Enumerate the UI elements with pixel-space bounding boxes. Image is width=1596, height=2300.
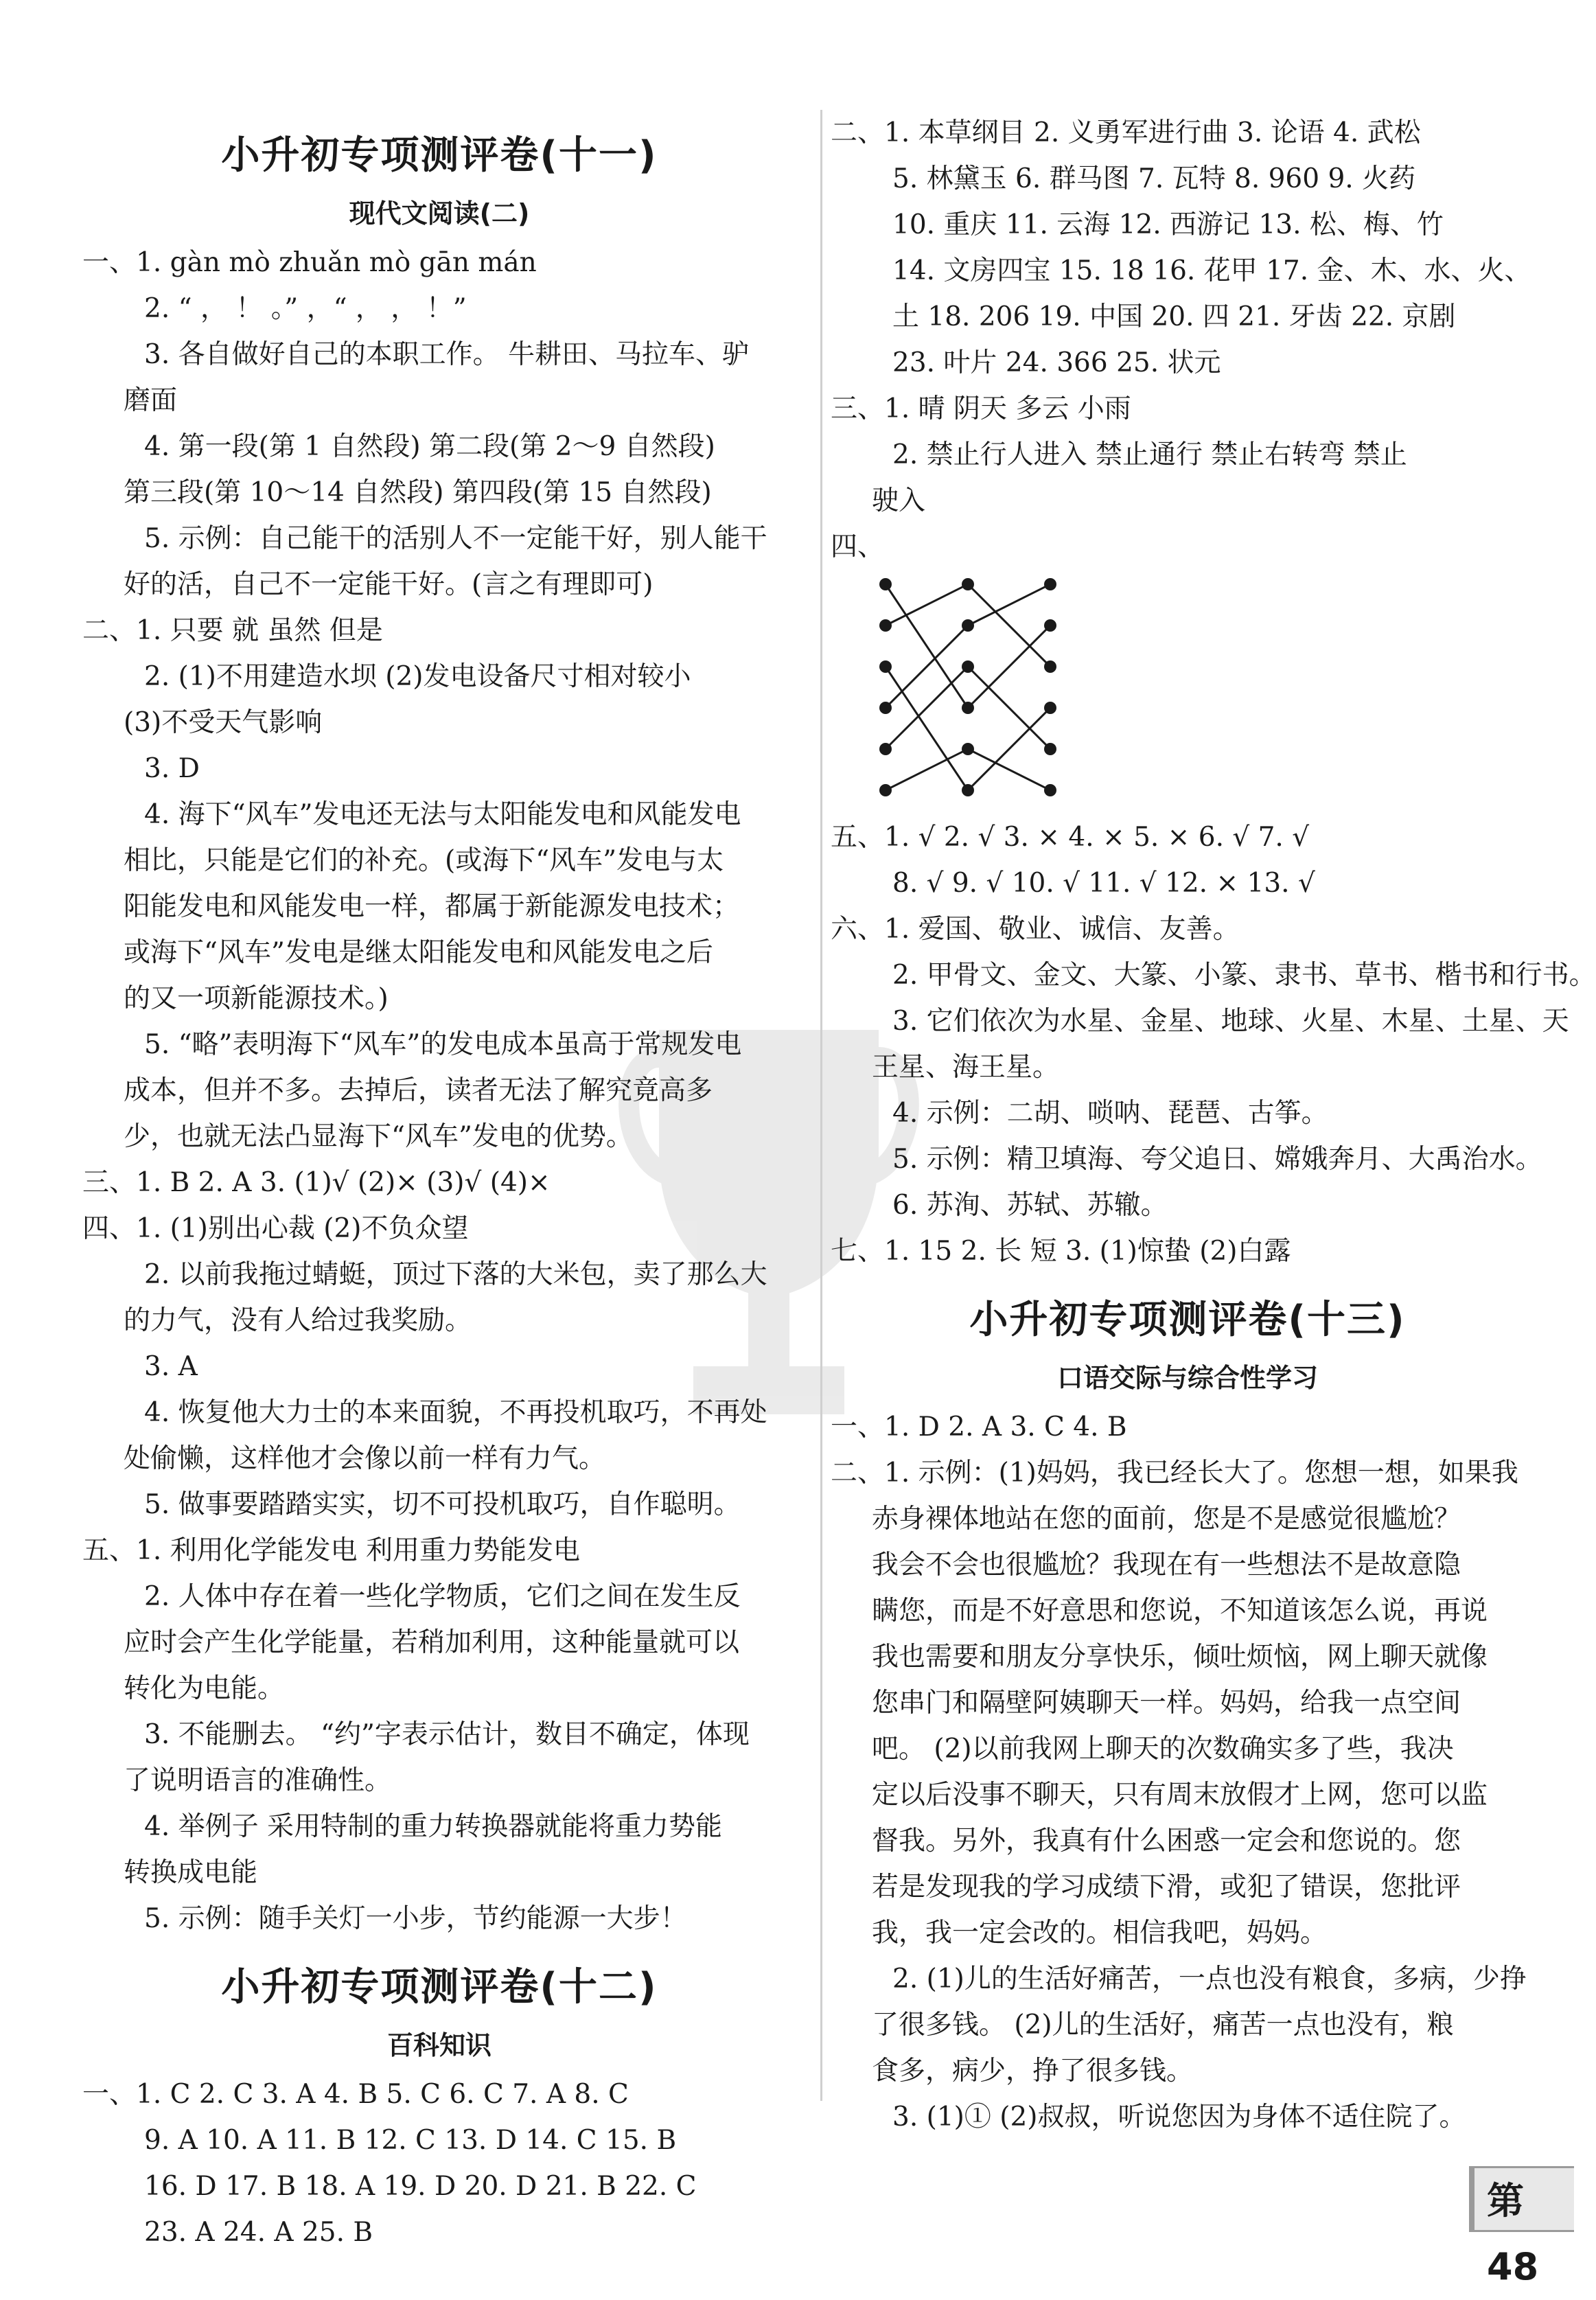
answer-line: 3. 它们依次为水星、金星、地球、火星、木星、土星、天 — [892, 1006, 1569, 1037]
answer-line: 驶入 — [872, 485, 926, 516]
answer-line: 督我。另外，我真有什么困惑一定会和您说的。您 — [872, 1826, 1461, 1856]
answer-line: 16. D 17. B 18. A 19. D 20. D 21. B 22. C — [144, 2171, 697, 2202]
match-line — [886, 667, 968, 749]
answer-line: 五、1. 利用化学能发电 利用重力势能发电 — [82, 1535, 581, 1566]
match-line — [886, 584, 968, 625]
match-dot — [879, 578, 892, 590]
match-line — [886, 625, 968, 708]
answer-line: 3. (1)① (2)叔叔，听说您因为身体不适住院了。 — [892, 2102, 1466, 2132]
answer-line: 我，我一定会改的。相信我吧，妈妈。 — [872, 1918, 1328, 1948]
answer-line: 五、1. √ 2. √ 3. × 4. × 5. × 6. √ 7. √ — [831, 822, 1310, 853]
match-dot — [1044, 660, 1056, 673]
answer-line: 的又一项新能源技术。) — [124, 983, 389, 1014]
answer-line: 若是发现我的学习成绩下滑，或犯了错误，您批评 — [872, 1872, 1461, 1902]
answer-line: 4. 恢复他大力士的本来面貌，不再投机取巧，不再处 — [144, 1397, 767, 1428]
match-dot — [1044, 784, 1056, 796]
answer-line: 处偷懒，这样他才会像以前一样有力气。 — [124, 1443, 606, 1474]
answer-line: 王星、海王星。 — [872, 1052, 1060, 1083]
match-dot — [879, 660, 892, 673]
answer-line: 4. 举例子 采用特制的重力转换器就能将重力势能 — [144, 1811, 723, 1842]
matching-diagram — [872, 574, 1078, 807]
answer-line: 定以后没事不聊天，只有周末放假才上网，您可以监 — [872, 1780, 1488, 1810]
answer-line: 3. 各自做好自己的本职工作。 牛耕田、马拉车、驴 — [144, 339, 750, 370]
column-divider — [820, 110, 822, 2101]
answer-line: 2. (1)儿的生活好痛苦，一点也没有粮食，多病，少挣 — [892, 1964, 1527, 1994]
answer-line: 二、1. 示例：(1)妈妈，我已经长大了。您想一想，如果我 — [831, 1458, 1518, 1488]
answer-line: 2. (1)不用建造水坝 (2)发电设备尺寸相对较小 — [144, 661, 691, 692]
section-title: 小升初专项测评卷(十二) — [221, 1965, 658, 2010]
match-dot — [962, 784, 974, 796]
match-dot — [962, 578, 974, 590]
section-subtitle: 百科知识 — [386, 2030, 491, 2060]
answer-line: 14. 文房四宝 15. 18 16. 花甲 17. 金、木、水、火、 — [892, 255, 1531, 286]
answer-line: 我也需要和朋友分享快乐，倾吐烦恼，网上聊天就像 — [872, 1642, 1488, 1672]
answer-line: 3. D — [144, 753, 200, 784]
answer-line: 5. “略”表明海下“风车”的发电成本虽高于常规发电 — [144, 1029, 742, 1060]
answer-line: 2. 以前我拖过蜻蜓，顶过下落的大米包，卖了那么大 — [144, 1259, 767, 1290]
answer-line: 第三段(第 10～14 自然段) 第四段(第 15 自然段) — [124, 477, 712, 508]
answer-line: 一、1. D 2. A 3. C 4. B — [831, 1412, 1127, 1442]
answer-line: 少，也就无法凸显海下“风车”发电的优势。 — [124, 1121, 633, 1152]
answer-line: 成本，但并不多。去掉后，读者无法了解究竟高多 — [124, 1075, 713, 1106]
answer-line: 3. A — [144, 1351, 198, 1382]
answer-line: 吧。 (2)以前我网上聊天的次数确实多了些，我决 — [872, 1734, 1454, 1764]
question-label: 四、 — [831, 531, 885, 562]
answer-line: 应时会产生化学能量，若稍加利用，这种能量就可以 — [124, 1627, 740, 1658]
answer-line: 四、1. (1)别出心裁 (2)不负众望 — [82, 1213, 469, 1244]
match-line — [968, 708, 1050, 790]
answer-line: 4. 第一段(第 1 自然段) 第二段(第 2～9 自然段) — [144, 431, 715, 462]
answer-line: 8. √ 9. √ 10. √ 11. √ 12. × 13. √ — [892, 868, 1315, 899]
answer-line: 4. 海下“风车”发电还无法与太阳能发电和风能发电 — [144, 799, 741, 830]
match-dot — [879, 619, 892, 632]
answer-line: 23. A 24. A 25. B — [144, 2217, 373, 2248]
section-subtitle: 口语交际与综合性学习 — [1056, 1363, 1318, 1393]
answer-line: 阳能发电和风能发电一样，都属于新能源发电技术； — [124, 891, 740, 922]
answer-line: 食多，病少，挣了很多钱。 — [872, 2056, 1194, 2086]
match-line — [886, 749, 968, 790]
match-line — [968, 749, 1050, 790]
answer-line: 三、1. B 2. A 3. (1)√ (2)× (3)√ (4)× — [82, 1167, 551, 1198]
answer-line: 二、1. 本草纲目 2. 义勇军进行曲 3. 论语 4. 武松 — [831, 117, 1421, 148]
answer-line: 23. 叶片 24. 366 25. 状元 — [892, 347, 1221, 378]
page-number: 第48 — [1487, 2179, 1539, 2288]
answer-line: 10. 重庆 11. 云海 12. 西游记 13. 松、梅、竹 — [892, 209, 1444, 240]
answer-line: 2. 甲骨文、金文、大篆、小篆、隶书、草书、楷书和行书。 — [892, 960, 1596, 991]
page-number-badge — [1469, 2166, 1574, 2288]
answer-line: 6. 苏洵、苏轼、苏辙。 — [892, 1190, 1168, 1221]
match-dot — [879, 702, 892, 714]
answer-line: 2. “ ， ！ 。” ，“ ， ， ！” — [144, 293, 467, 324]
answer-line: 我会不会也很尴尬？我现在有一些想法不是故意隐 — [872, 1550, 1461, 1580]
answer-line: 5. 示例：随手关灯一小步，节约能源一大步！ — [144, 1903, 687, 1934]
answer-line: 或海下“风车”发电是继太阳能发电和风能发电之后 — [124, 937, 713, 968]
answer-line: 三、1. 晴 阴天 多云 小雨 — [831, 393, 1131, 424]
match-dot — [879, 784, 892, 796]
answer-line: 了很多钱。 (2)儿的生活好，痛苦一点也没有，粮 — [872, 2010, 1454, 2040]
match-dot — [962, 743, 974, 755]
answer-line: (3)不受天气影响 — [124, 707, 323, 738]
match-line — [968, 584, 1050, 625]
answer-line: 相比，只能是它们的补充。(或海下“风车”发电与太 — [124, 845, 724, 876]
answer-line: 2. 禁止行人进入 禁止通行 禁止右转弯 禁止 — [892, 439, 1407, 470]
answer-line: 七、1. 15 2. 长 短 3. (1)惊蛰 (2)白露 — [831, 1236, 1291, 1267]
match-dot — [1044, 743, 1056, 755]
answer-line: 5. 示例：自己能干的活别人不一定能干好，别人能干 — [144, 523, 767, 554]
answer-line: 了说明语言的准确性。 — [124, 1765, 392, 1796]
match-dot — [1044, 619, 1056, 632]
section-subtitle: 现代文阅读(二) — [349, 198, 530, 229]
answer-line: 4. 示例：二胡、唢呐、琵琶、古筝。 — [892, 1098, 1328, 1129]
answer-line: 2. 人体中存在着一些化学物质，它们之间在发生反 — [144, 1581, 741, 1612]
match-dot — [962, 619, 974, 632]
answer-line: 您串门和隔壁阿姨聊天一样。妈妈，给我一点空间 — [872, 1688, 1461, 1718]
answer-line: 转化为电能。 — [124, 1673, 285, 1704]
answer-line: 二、1. 只要 就 虽然 但是 — [82, 615, 383, 646]
answer-line: 一、1. gàn mò zhuǎn mò gān mán — [82, 247, 537, 278]
answer-line: 瞒您，而是不好意思和您说，不知道该怎么说，再说 — [872, 1596, 1488, 1626]
match-dot — [879, 743, 892, 755]
match-line — [968, 667, 1050, 749]
match-line — [886, 667, 968, 790]
match-line — [968, 584, 1050, 667]
match-dot — [1044, 578, 1056, 590]
left-column — [82, 110, 796, 2255]
answer-line: 土 18. 206 19. 中国 20. 四 21. 牙齿 22. 京剧 — [892, 301, 1456, 332]
match-line — [886, 584, 968, 708]
match-dot — [962, 660, 974, 673]
matching-question — [831, 524, 1545, 807]
answer-line: 好的活，自己不一定能干好。(言之有理即可) — [124, 569, 654, 600]
match-dot — [962, 702, 974, 714]
answer-line: 一、1. C 2. C 3. A 4. B 5. C 6. C 7. A 8. C — [82, 2079, 629, 2110]
answer-line: 3. 不能删去。 “约”字表示估计，数目不确定，体现 — [144, 1719, 750, 1750]
answer-line: 5. 做事要踏踏实实，切不可投机取巧，自作聪明。 — [144, 1489, 741, 1520]
answer-line: 磨面 — [124, 385, 178, 416]
answer-line: 六、1. 爱国、敬业、诚信、友善。 — [831, 914, 1240, 945]
answer-line: 5. 林黛玉 6. 群马图 7. 瓦特 8. 960 9. 火药 — [892, 163, 1416, 194]
answer-line: 的力气，没有人给过我奖励。 — [124, 1305, 472, 1336]
section-title: 小升初专项测评卷(十三) — [969, 1298, 1406, 1342]
right-column — [831, 110, 1596, 2140]
match-line — [968, 625, 1050, 708]
answer-line: 5. 示例：精卫填海、夸父追日、嫦娥奔月、大禹治水。 — [892, 1144, 1542, 1175]
match-dot — [1044, 702, 1056, 714]
answer-line: 赤身裸体地站在您的面前，您是不是感觉很尴尬？ — [872, 1504, 1461, 1534]
answer-line: 9. A 10. A 11. B 12. C 13. D 14. C 15. B — [144, 2125, 677, 2156]
answer-line: 转换成电能 — [124, 1857, 258, 1888]
section-title: 小升初专项测评卷(十一) — [221, 133, 658, 178]
